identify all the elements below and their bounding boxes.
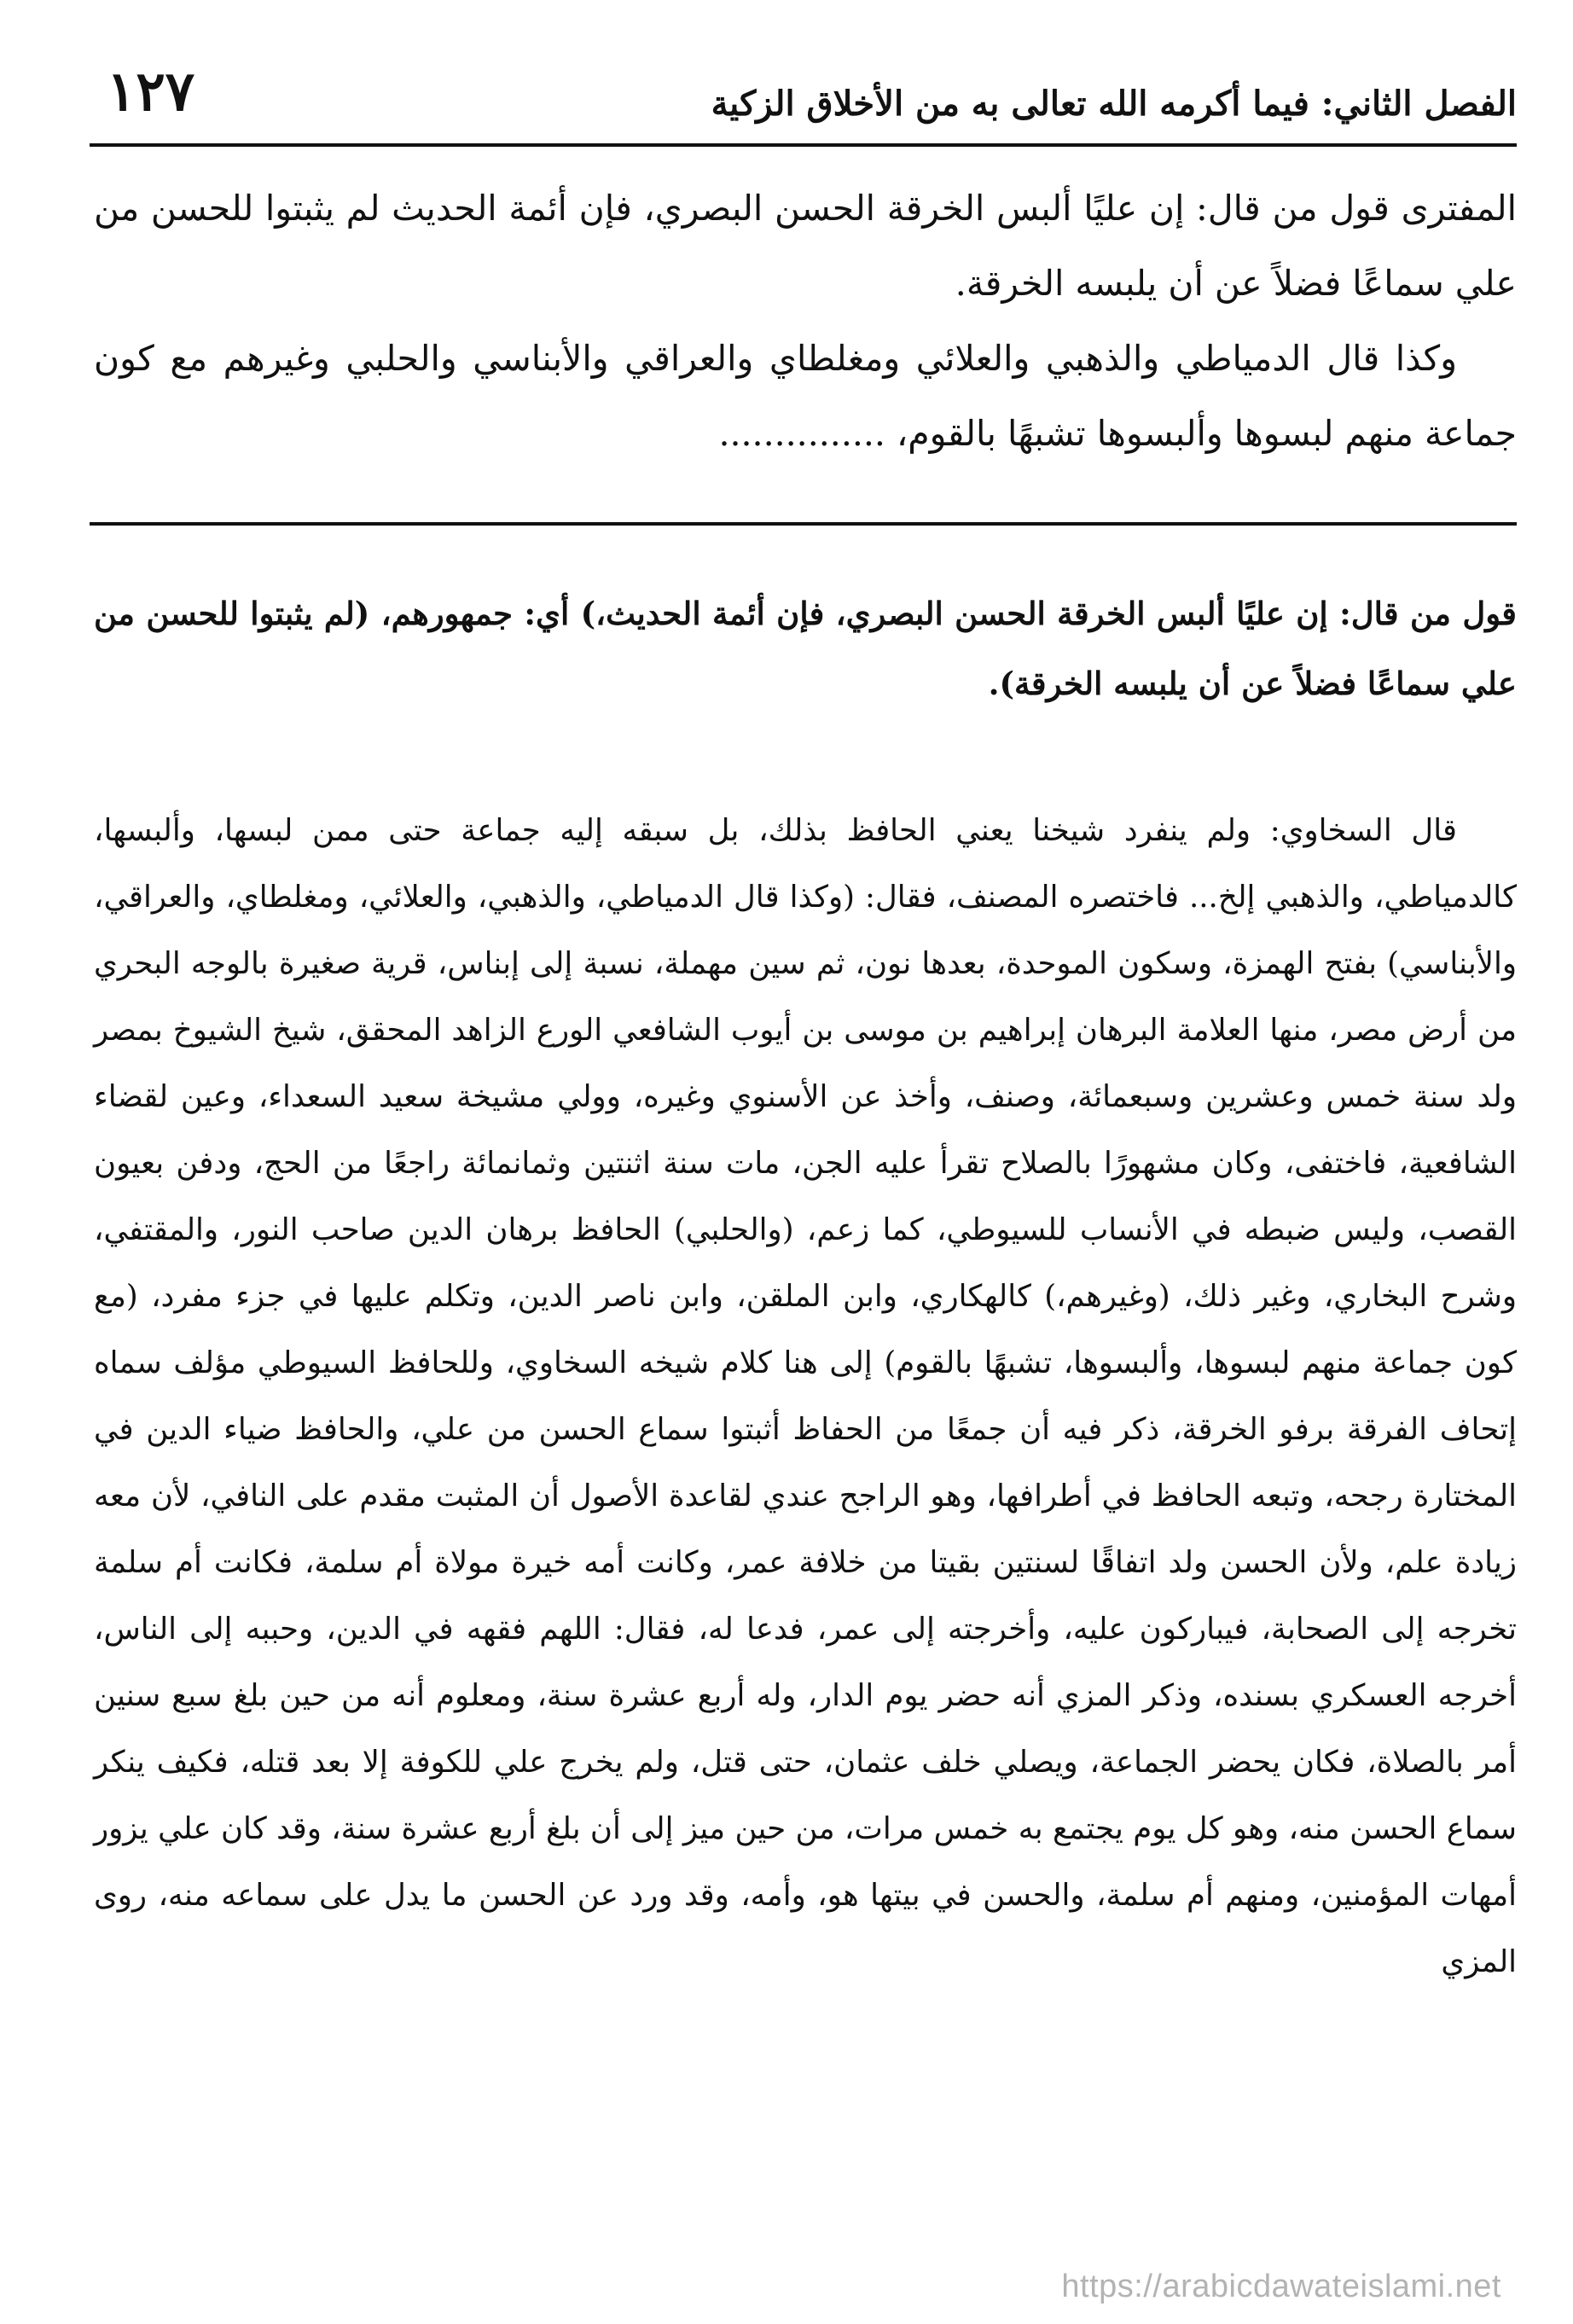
page-header: [90, 51, 1517, 143]
sharh-lemma: [94, 578, 1517, 718]
matn-paragraph: المفترى قول من قال: إن عليًا ألبس الخرقة الحسن البصري، فإن أئمة الحديث لم يثبتوا للحسن من علي سماعًا فضلاً عن أن يلبسه الخرقة.: [94, 188, 1517, 304]
watermark-url: https://arabicdawateislami.net: [1061, 2269, 1501, 2304]
lemma-paragraph: قول من قال: إن عليًا ألبس الخرقة الحسن البصري، فإن أئمة الحديث،) أي: جمهورهم، (لم يثبتوا للحسن من علي سماعًا فضلاً عن أن يلبسه الخرقة).: [94, 595, 1517, 702]
sharh-paragraph: قال السخاوي: ولم ينفرد شيخنا يعني الحافظ بذلك، بل سبقه إليه جماعة حتى ممن لبسها، وألبسها، كالدمياطي، والذهبي إلخ... فاختصره المصنف، فقال: (وكذا قال الدمياطي، والذهبي، والعلائي، ومغلطاي، والعراقي، والأبناسي) بفتح الهمزة، وسكون الموحدة، بعدها نون، ثم سين مهملة، نسبة إلى إبناس، قرية صغيرة بالوجه البحري من أرض مصر، منها العلامة البرهان إبراهيم بن موسى بن أيوب الشافعي الورع الزاهد المحقق، شيخ الشيوخ بمصر ولد سنة خمس وعشرين وسبعمائة، وصنف، وأخذ عن الأسنوي وغيره، وولي مشيخة سعيد السعداء، وعين لقضاء الشافعية، فاختفى، وكان مشهورًا بالصلاح تقرأ عليه الجن، مات سنة اثنتين وثمانمائة راجعًا من الحج، ودفن بعيون القصب، وليس ضبطه في الأنساب للسيوطي، كما زعم، (والحلبي) الحافظ برهان الدين صاحب النور، والمقتفي، وشرح البخاري، وغير ذلك، (وغيرهم،) كالهكاري، وابن الملقن، وابن ناصر الدين، وتكلم عليها في جزء مفرد، (مع كون جماعة منهم لبسوها، وألبسوها، تشبهًا بالقوم) إلى هنا كلام شيخه السخاوي، وللحافظ السيوطي مؤلف سماه إتحاف الفرقة برفو الخرقة، ذكر فيه أن جمعًا من الحفاظ أثبتوا سماع الحسن من علي، والحافظ ضياء الدين في المختارة رجحه، وتبعه الحافظ في أطرافها، وهو الراجح عندي لقاعدة الأصول أن المثبت مقدم على النافي، لأن معه زيادة علم، ولأن الحسن ولد اتفاقًا لسنتين بقيتا من خلافة عمر، وكانت أمه خيرة مولاة أم سلمة، فكانت أم سلمة تخرجه إلى الصحابة، فيباركون عليه، وأخرجته إلى عمر، فدعا له، فقال: اللهم فقهه في الدين، وحببه إلى الناس، أخرجه العسكري بسنده، وذكر المزي أنه حضر يوم الدار، وله أربع عشرة سنة، ومعلوم أنه من حين بلغ سبع سنين أمر بالصلاة، فكان يحضر الجماعة، ويصلي خلف عثمان، حتى قتل، ولم يخرج علي للكوفة إلا بعد قتله، فكيف ينكر سماع الحسن منه، وهو كل يوم يجتمع به خمس مرات، من حين ميز إلى أن بلغ أربع عشرة سنة، وقد كان علي يزور أمهات المؤمنين، ومنهم أم سلمة، والحسن في بيتها هو، وأمه، وقد ورد عن الحسن ما يدل على سماعه منه، روى المزي: [94, 813, 1517, 1979]
matn-paragraph: وكذا قال الدمياطي والذهبي والعلائي ومغلطاي والعراقي والأبناسي والحلبي وغيرهم مع كون جماعة منهم لبسوها وألبسوها تشبهًا بالقوم، ...............: [94, 338, 1517, 454]
header-rule: [90, 143, 1517, 147]
chapter-title: الفصل الثاني: فيما أكرمه الله تعالى به من الأخلاق الزكية: [711, 84, 1517, 124]
matn-separator-rule: [90, 522, 1517, 526]
page-number: ١٢٧: [107, 60, 195, 124]
matn-text: [94, 171, 1517, 471]
sharh-body: [94, 798, 1517, 1996]
